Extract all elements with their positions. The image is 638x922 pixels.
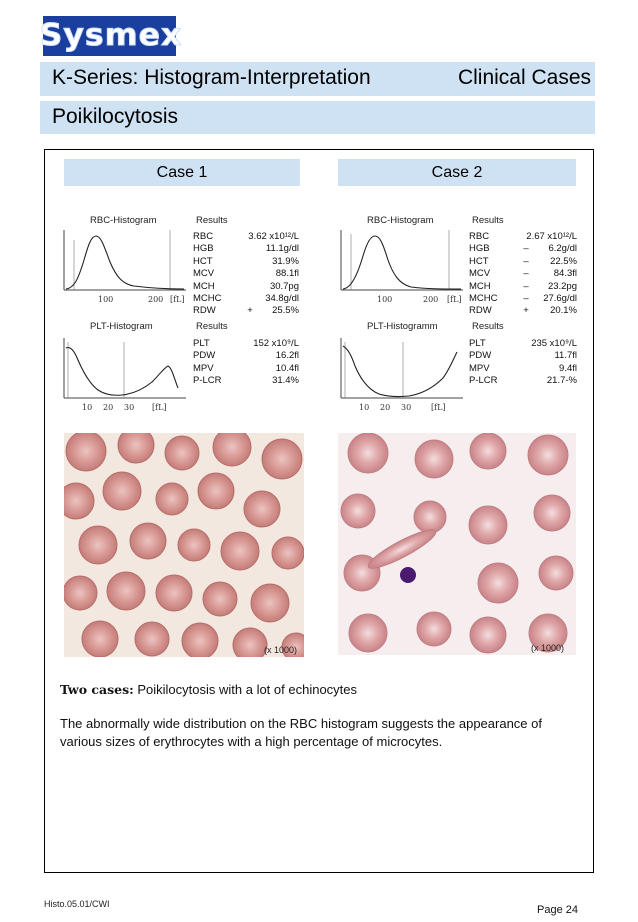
result-row: PLT 152 x10⁹/L	[193, 338, 299, 349]
case2-rbc-axis-unit: [fL]	[447, 295, 462, 304]
case1-rbc-axis-100: 100	[98, 295, 114, 304]
cases-summary	[60, 681, 580, 699]
case1-plt-axis-30: 30	[124, 403, 135, 412]
result-row: PDW 11.7fl	[469, 350, 577, 362]
section-title: Clinical Cases	[457, 66, 591, 89]
case1-rbc-axis-200: 200	[148, 295, 164, 304]
interpretation-paragraph: The abnormally wide distribution on the RBC histogram suggests the appearance of various sizes of erythrocytes with a high percentage of microcytes.	[60, 716, 542, 749]
result-row: RDW + 20.1%	[469, 305, 577, 317]
summary-text: Poikilocytosis with a lot of echinocytes	[137, 682, 358, 697]
case2-blood-smear-image	[338, 433, 576, 655]
case2-plt-results	[469, 338, 577, 388]
case1-plt-axis-20: 20	[103, 403, 114, 412]
case1-rbc-results	[193, 231, 299, 318]
case1-plt-results-label: Results	[196, 321, 228, 332]
case2-header: Case 2	[338, 159, 576, 186]
result-row: MCV 88.1fl	[193, 268, 299, 280]
case1-rbc-results-label: Results	[196, 215, 228, 226]
case2-plt-axis-unit: [fL]	[431, 403, 446, 412]
case1-rbc-axis-unit: [fL]	[170, 295, 185, 304]
case1-header: Case 1	[64, 159, 300, 186]
result-row: MCHC 34.8g/dl	[193, 292, 299, 304]
case1-plt-results	[193, 338, 299, 388]
result-row: HCT 31.9%	[193, 255, 299, 267]
case2-rbc-axis-100: 100	[377, 295, 393, 304]
case2-rbc-hist-label: RBC-Histogram	[367, 215, 434, 226]
result-row: PLT 235 x10⁹/L	[469, 338, 577, 349]
page-number: Page 24	[537, 904, 578, 916]
case1-plt-hist-label: PLT-Histogram	[90, 321, 153, 332]
case1-magnification: (x 1000)	[264, 645, 298, 655]
subtitle-band	[40, 101, 595, 134]
case2-rbc-results-label: Results	[472, 215, 504, 226]
case1-plt-axis-unit: [fL]	[152, 403, 167, 412]
result-row: RDW + 25.5%	[193, 305, 299, 317]
result-row: P-LCR 21.7-%	[469, 375, 577, 387]
summary-lead: Two cases:	[60, 682, 134, 697]
result-row: MCV – 84.3fl	[469, 268, 577, 280]
result-row: RBC 2.67 x10¹²/L	[469, 231, 577, 242]
case2-magnification: (x 1000)	[531, 643, 565, 653]
case2-rbc-results	[469, 231, 577, 318]
result-row: MPV 9.4fl	[469, 362, 577, 374]
page-subtitle: Poikilocytosis	[52, 105, 179, 128]
case1-rbc-hist-label: RBC-Histogram	[90, 215, 157, 226]
case2-plt-results-label: Results	[472, 321, 504, 332]
case2-plt-axis-30: 30	[401, 403, 412, 412]
case1-plt-histogram	[60, 338, 190, 414]
result-row: MPV 10.4fl	[193, 362, 299, 374]
result-row: MCHC – 27.6g/dl	[469, 292, 577, 304]
document-id: Histo.05.01/CWI	[44, 899, 110, 909]
case2-rbc-histogram	[337, 230, 467, 306]
page-title: K-Series: Histogram-Interpretation	[52, 66, 371, 89]
result-row: HGB 11.1g/dl	[193, 243, 299, 255]
title-band	[40, 62, 595, 96]
case2-rbc-axis-200: 200	[423, 295, 439, 304]
result-row: PDW 16.2fl	[193, 350, 299, 362]
case2-plt-axis-20: 20	[380, 403, 391, 412]
result-row: RBC 3.62 x10¹²/L	[193, 231, 299, 242]
case1-blood-smear-image	[64, 433, 304, 657]
result-row: HGB – 6.2g/dl	[469, 243, 577, 255]
result-row: MCH 30.7pg	[193, 280, 299, 292]
case1-rbc-histogram	[60, 230, 190, 306]
case2-plt-axis-10: 10	[359, 403, 370, 412]
case2-plt-hist-label: PLT-Histogramm	[367, 321, 438, 332]
case2-plt-histogram	[337, 338, 467, 414]
result-row: HCT – 22.5%	[469, 255, 577, 267]
sysmex-logo: Sysmex	[43, 16, 176, 56]
result-row: MCH – 23.2pg	[469, 280, 577, 292]
result-row: P-LCR 31.4%	[193, 375, 299, 387]
case1-plt-axis-10: 10	[82, 403, 93, 412]
